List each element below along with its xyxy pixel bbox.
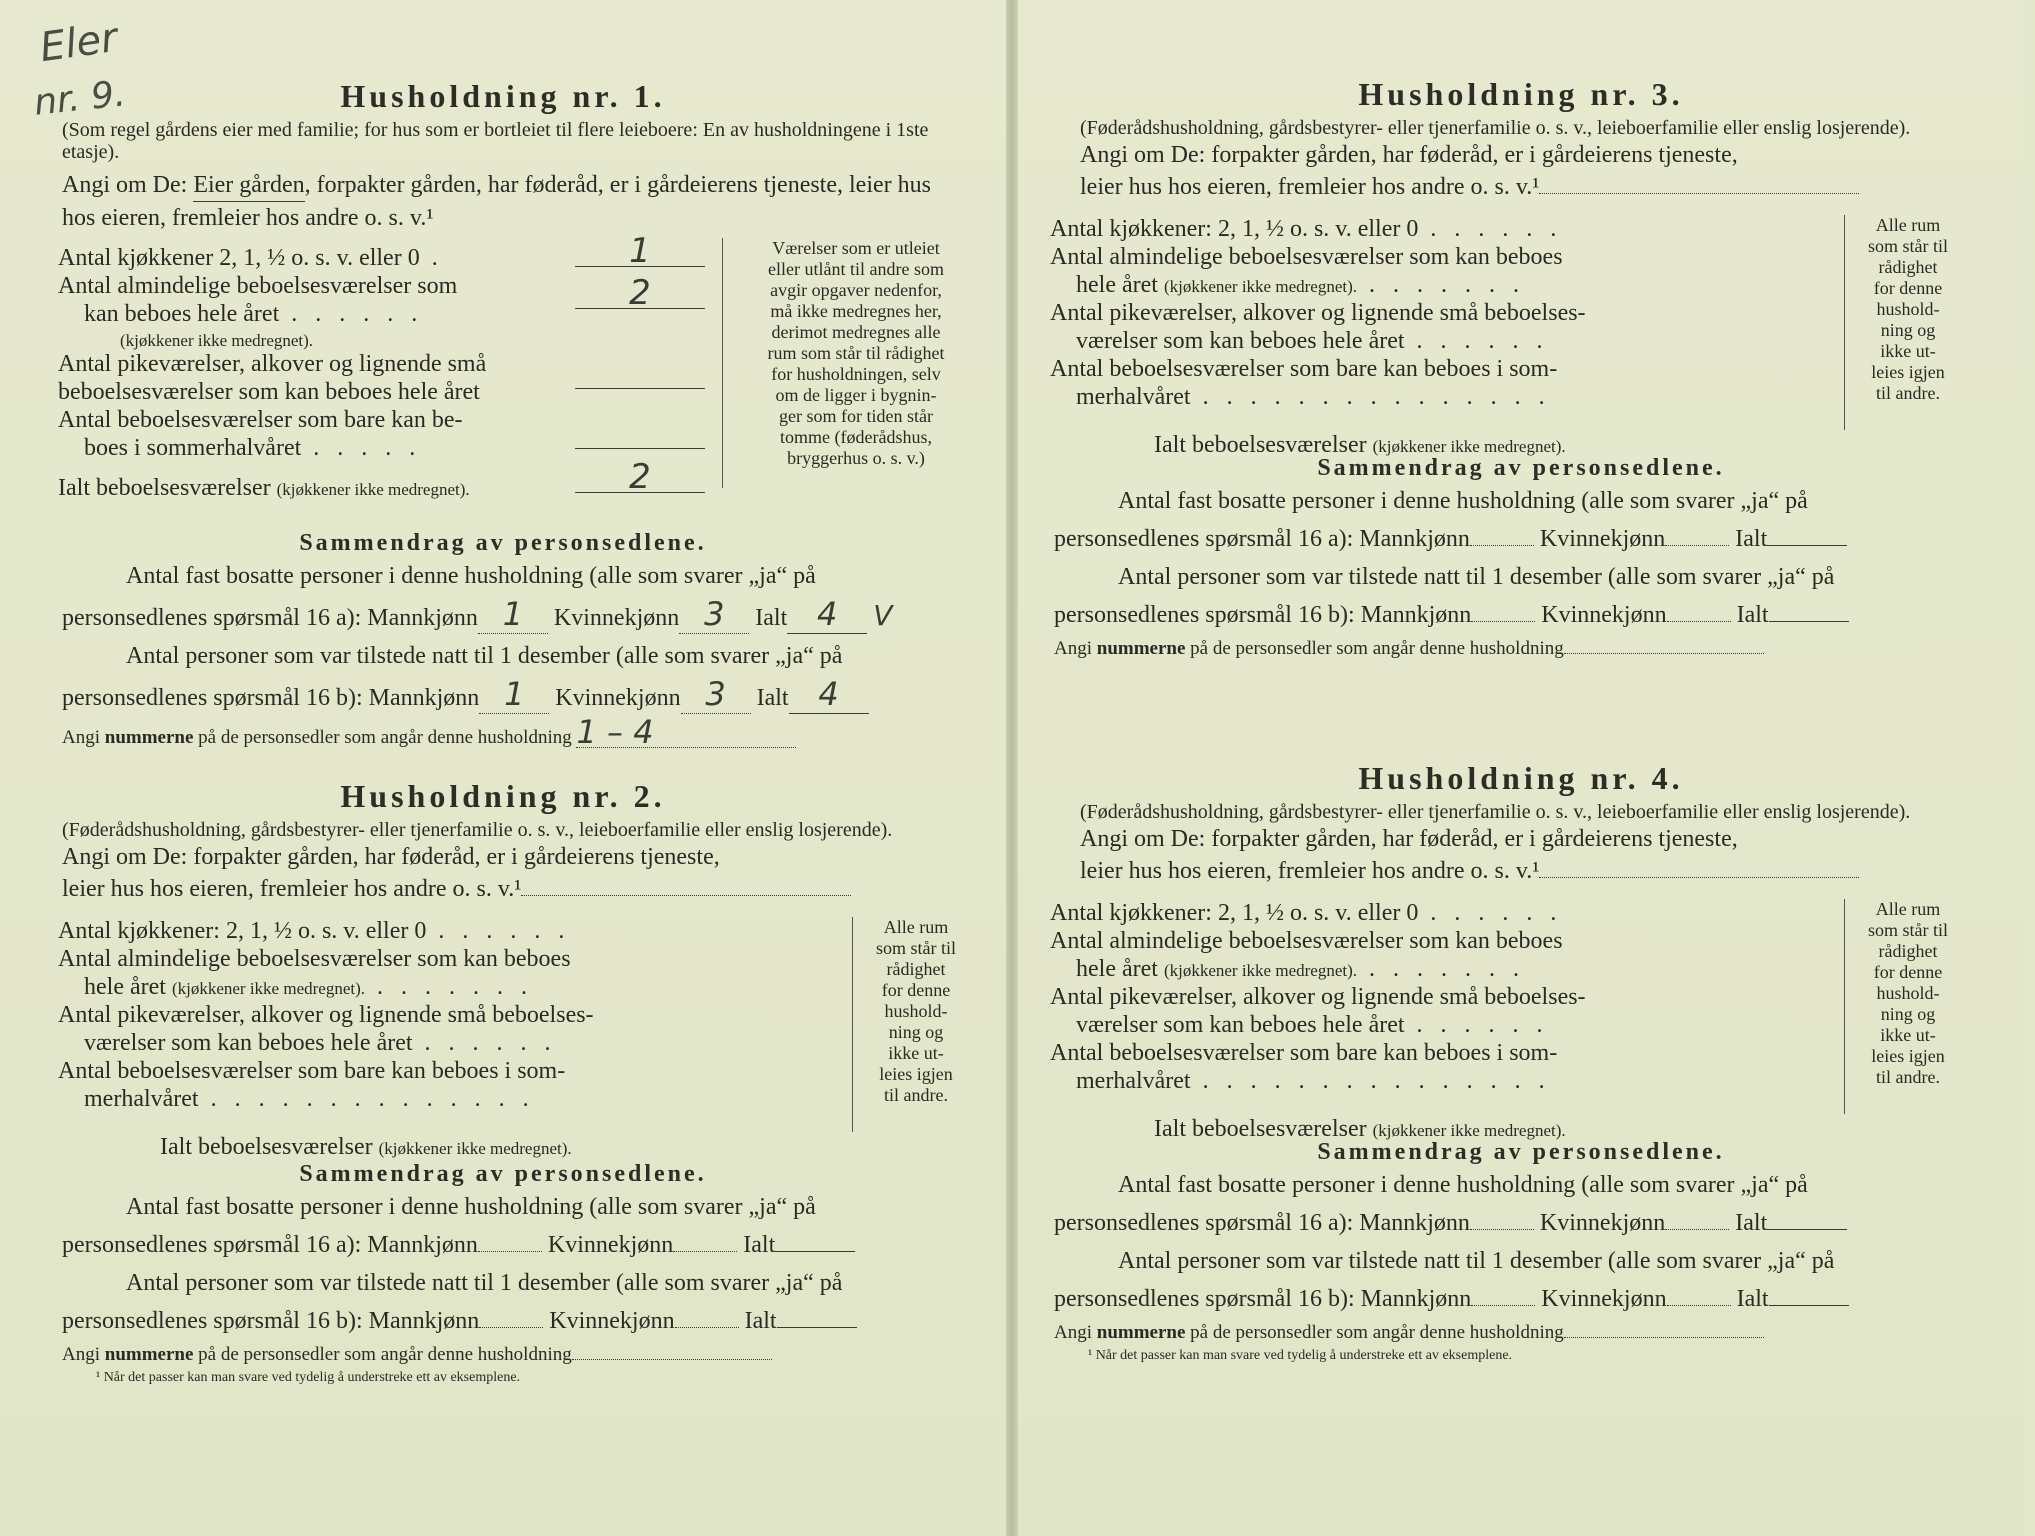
row-alm-c: (kjøkkener ikke medregnet). bbox=[120, 331, 314, 350]
value-sommer bbox=[575, 422, 705, 449]
household-2-title: Husholdning nr. 2. bbox=[340, 778, 666, 814]
household-1-angi: Angi om De: Eier gården, forpakter gården, har føderåd, er i gårdeierens tjeneste, leier hus hos eieren, fremleier hos andre o. s. v.¹ bbox=[0, 169, 1006, 234]
household-1-summary-title: Sammendrag av personsedlene. bbox=[299, 530, 707, 556]
b-mannkjonn: 1 bbox=[479, 675, 549, 714]
value-pike bbox=[575, 362, 705, 389]
household-1-side-note: Værelser som er utleiet eller utlånt til andre som avgir opgaver nedenfor, må ikke medregnes her, derimot medregnes alle rum som står til rådighet for husholdningen, selv om de ligger i bygnin- ger som for tiden står tomme (føderådshus, bryggerhus o. s. v.) bbox=[722, 238, 981, 488]
row-alm-a: Antal almindelige beboelsesværelser som bbox=[58, 273, 458, 299]
household-1-nummerne: Angi nummerne på de personsedler som angår denne husholdning 1 – 4 bbox=[0, 717, 1006, 753]
a-ialt: 4 bbox=[787, 595, 867, 634]
value-kjokkener: 1 bbox=[575, 240, 705, 267]
eier-underlined: Eier gården bbox=[193, 169, 304, 202]
value-alm: 2 bbox=[575, 282, 705, 309]
left-page bbox=[0, 0, 1006, 1536]
right-page bbox=[1018, 0, 2024, 1536]
household-1-note: (Som regel gårdens eier med familie; for hus som er bortleiet til flere leieboere: En av husholdningene i 1ste etasje). bbox=[62, 119, 929, 163]
row-kjokkener: Antal kjøkkener 2, 1, ½ o. s. v. eller 0 bbox=[58, 245, 420, 271]
footnote-right: ¹ Når det passer kan man svare ved tydelig å understreke ett av eksemplene. bbox=[1088, 1348, 1513, 1363]
row-pike-a: Antal pikeværelser, alkover og lignende små bbox=[58, 351, 487, 377]
household-1: Husholdning nr. 1. (Som regel gårdens eier med familie; for hus som er bortleiet til flere leieboere: En av husholdningene i 1ste etasje). Angi om De: Eier gården, forpakter gården, har føderåd, er i gårdeierens tjeneste, leier hus hos eieren, fremleier hos andre o. s. v.¹ Antal kjøkkener 2, 1, ½ o. s. v. eller 0 . 1 Antal almindelige beboelsesværelser som kan beboes hele året . . . . . . 2 (kjøkkener ikke medregnet). Antal pikeværelser, alkover og lignende små beboelsesværelser som kan beboes hele året Antal beboelsesværelser som bare kan be- boes i sommerhalvåret . . . . . Ialt beboelsesværelser (kjøkkener ikke medregnet). 2 Værelser som er utleiet eller utlånt til andre som avgir opgaver nedenfor, må ikke medregnes her, derimot medregnes alle rum som står til rådighet for husholdningen, selv om de ligger i bygnin- ger som for tiden står tomme (føderådshus, bryggerhus o. s. v.) Sammendrag av personsedlene. Antal fast bosatte personer i denne husholdning (alle som svarer „ja“ på personsedlenes spørsmål 16 a): Mannkjønn 1 Kvinnekjønn 3 Ialt 4 V Antal personer som var tilstede natt til 1 desember (alle som svarer „ja“ på personsedlenes spørsmål 16 b): Mannkjønn 1 Kvinnekjønn 3 Ialt 4 Angi nummerne på de personsedler som angår denne husholdning 1 – 4 bbox=[0, 78, 1006, 753]
row-ialt: Ialt beboelsesværelser bbox=[58, 475, 271, 501]
household-2: Husholdning nr. 2. (Føderådshusholdning, gårdsbestyrer- eller tjenerfamilie o. s. v., leieboerfamilie eller enslig losjerende). Angi om De: forpakter gården, har føderåd, er i gårdeierens tjeneste, leier hus hos eieren, fremleier hos andre o. s. v.¹ Antal kjøkkener: 2, 1, ½ o. s. v. eller 0 . . . . . . Antal almindelige beboelsesværelser som kan beboes hele året (kjøkkener ikke medregnet). . . . . . . . Antal pikeværelser, alkover og lignende små beboelses- værelser som kan beboes hele året . . . . . . Antal beboelsesværelser som bare kan beboes i som- merhalvåret . . . . . . . . . . . . . . Ialt beboelsesværelser (kjøkkener ikke medregnet). Alle rum som står til rådighet for denne hushold- ning og ikke ut- leies igjen til andre. Sammendrag av personsedlene. Antal fast bosatte personer i denne husholdning (alle som svarer „ja“ på personsedlenes spørsmål 16 a): Mannkjønn Kvinnekjønn Ialt Antal personer som var tilstede natt til 1 desember (alle som svarer „ja“ på personsedlenes spørsmål 16 b): Mannkjønn Kvinnekjønn Ialt Angi nummerne på de personsedler som angår denne husholdning ¹ Når det passer kan man svare ved tydelig å understreke ett av eksemplene. bbox=[0, 778, 1006, 1386]
footnote-left: ¹ Når det passer kan man svare ved tydelig å understreke ett av eksemplene. bbox=[96, 1370, 521, 1385]
margin-note-2: nr. 9. bbox=[32, 73, 128, 124]
b-ialt: 4 bbox=[789, 675, 869, 714]
household-3: Husholdning nr. 3. (Føderådshusholdning, gårdsbestyrer- eller tjenerfamilie o. s. v., leieboerfamilie eller enslig losjerende). Angi om De: forpakter gården, har føderåd, er i gårdeierens tjeneste, leier hus hos eieren, fremleier hos andre o. s. v.¹ Antal kjøkkener: 2, 1, ½ o. s. v. eller 0 . . . . . . Antal almindelige beboelsesværelser som kan beboes hele året (kjøkkener ikke medregnet). . . . . . . . Antal pikeværelser, alkover og lignende små beboelses- værelser som kan beboes hele året . . . . . . Antal beboelsesværelser som bare kan beboes i som- merhalvåret . . . . . . . . . . . . . . . Ialt beboelsesværelser (kjøkkener ikke medregnet). Alle rum som står til rådighet for denne hushold- ning og ikke ut- leies igjen til andre. Sammendrag av personsedlene. Antal fast bosatte personer i denne husholdning (alle som svarer „ja“ på personsedlenes spørsmål 16 a): Mannkjønn Kvinnekjønn Ialt Antal personer som var tilstede natt til 1 desember (alle som svarer „ja“ på personsedlenes spørsmål 16 b): Mannkjønn Kvinnekjønn Ialt Angi nummerne på de personsedler som angår denne husholdning bbox=[1018, 76, 2024, 664]
margin-note-1: Eler bbox=[37, 14, 121, 72]
row-alm-b: kan beboes hele året bbox=[84, 301, 280, 327]
a-kvinnekjonn: 3 bbox=[679, 595, 749, 634]
b-kvinnekjonn: 3 bbox=[681, 675, 751, 714]
household-4: Husholdning nr. 4. (Føderådshusholdning, gårdsbestyrer- eller tjenerfamilie o. s. v., leieboerfamilie eller enslig losjerende). Angi om De: forpakter gården, har føderåd, er i gårdeierens tjeneste, leier hus hos eieren, fremleier hos andre o. s. v.¹ Antal kjøkkener: 2, 1, ½ o. s. v. eller 0 . . . . . . Antal almindelige beboelsesværelser som kan beboes hele året (kjøkkener ikke medregnet). . . . . . . . Antal pikeværelser, alkover og lignende små beboelses- værelser som kan beboes hele året . . . . . . Antal beboelsesværelser som bare kan beboes i som- merhalvåret . . . . . . . . . . . . . . . Ialt beboelsesværelser (kjøkkener ikke medregnet). Alle rum som står til rådighet for denne hushold- ning og ikke ut- leies igjen til andre. Sammendrag av personsedlene. Antal fast bosatte personer i denne husholdning (alle som svarer „ja“ på personsedlenes spørsmål 16 a): Mannkjønn Kvinnekjønn Ialt Antal personer som var tilstede natt til 1 desember (alle som svarer „ja“ på personsedlenes spørsmål 16 b): Mannkjønn Kvinnekjønn Ialt Angi nummerne på de personsedler som angår denne husholdning ¹ Når det passer kan man svare ved tydelig å understreke ett av eksemplene. bbox=[1018, 760, 2024, 1364]
row-sommer-b: boes i sommerhalvåret bbox=[84, 435, 302, 461]
household-4-title: Husholdning nr. 4. bbox=[1358, 760, 1684, 796]
row-pike-b: beboelsesværelser som kan beboes hele året bbox=[58, 379, 480, 405]
household-3-title: Husholdning nr. 3. bbox=[1358, 76, 1684, 112]
row-sommer-a: Antal beboelsesværelser som bare kan be- bbox=[58, 407, 463, 433]
household-1-title: Husholdning nr. 1. bbox=[340, 78, 666, 114]
a-mannkjonn: 1 bbox=[478, 595, 548, 634]
page-fold bbox=[1006, 0, 1018, 1536]
check-mark: V bbox=[873, 599, 893, 632]
value-ialt: 2 bbox=[575, 466, 705, 493]
